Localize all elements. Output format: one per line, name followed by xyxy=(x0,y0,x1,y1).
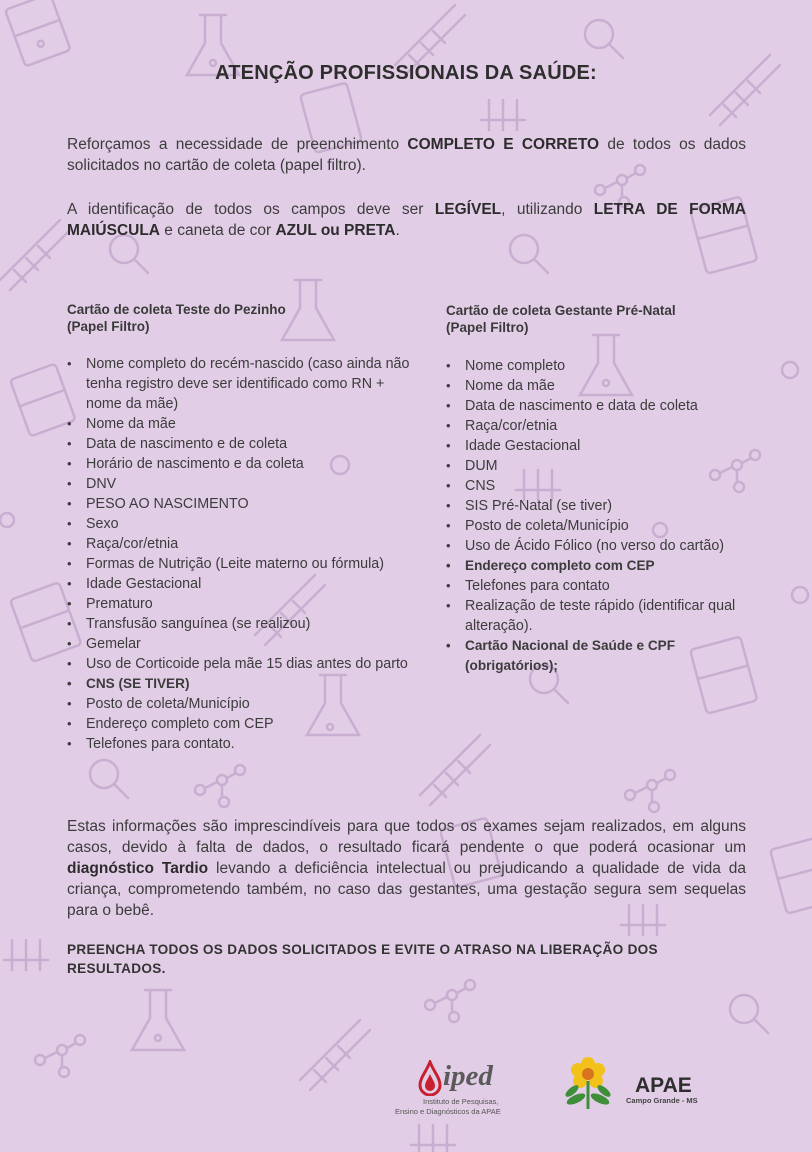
left-column-heading xyxy=(67,301,327,335)
list-item: • Horário de nascimento e da coleta xyxy=(67,454,412,474)
molecule-icon xyxy=(195,765,245,807)
dna-icon xyxy=(0,220,70,290)
list-item: • Idade Gestacional xyxy=(446,436,746,456)
molecule-icon xyxy=(425,980,475,1022)
list-item: • DNV xyxy=(67,474,412,494)
list-item: • Formas de Nutrição (Leite materno ou fórmula) xyxy=(67,554,412,574)
list-item: • Nome completo do recém-nascido (caso ainda não tenha registro deve ser identificado como RN + nome da mãe) xyxy=(67,354,412,414)
list-item: • DUM xyxy=(446,456,746,476)
list-item: • Idade Gestacional xyxy=(67,574,412,594)
list-item: • Nome da mãe xyxy=(446,376,746,396)
list-item: • Realização de teste rápido (identificar qual alteração). xyxy=(446,596,746,636)
dna-icon xyxy=(420,735,490,805)
test-tubes-icon xyxy=(411,1125,455,1152)
list-item: • Prematuro xyxy=(67,594,412,614)
intro-paragraph-complete-data: Reforçamos a necessidade de preenchimento COMPLETO E CORRETO de todos os dados solicitados no cartão de coleta (papel filtro). xyxy=(67,136,746,174)
right-column-list xyxy=(446,356,746,676)
right-column-title: Cartão de coleta Gestante Pré-Natal xyxy=(446,303,676,318)
list-item: • Endereço completo com CEP xyxy=(446,556,746,576)
list-item: • Nome da mãe xyxy=(67,414,412,434)
list-item: • Sexo xyxy=(67,514,412,534)
magnifier-icon xyxy=(90,760,128,798)
molecule-icon xyxy=(625,770,675,812)
list-item: • CNS xyxy=(446,476,746,496)
list-item: • Cartão Nacional de Saúde e CPF (obrigatórios); xyxy=(446,636,746,676)
apae-city: Campo Grande - MS xyxy=(626,1096,698,1105)
magnifier-icon xyxy=(585,20,623,58)
dna-icon xyxy=(300,1020,370,1090)
list-item: • Gemelar xyxy=(67,634,412,654)
list-item: • Uso de Corticoide pela mãe 15 dias antes do parto xyxy=(67,654,412,674)
iped-drop-icon xyxy=(417,1060,443,1096)
emphasis-letra-forma: LETRA DE FORMA MAIÚSCULA xyxy=(67,201,746,239)
list-item: • Raça/cor/etnia xyxy=(67,534,412,554)
emphasis-legivel: LEGÍVEL xyxy=(434,201,502,218)
left-column-title: Cartão de coleta Teste do Pezinho xyxy=(67,302,286,317)
beaker-icon xyxy=(10,364,76,437)
test-tubes-icon xyxy=(481,100,525,130)
iped-tagline-1: Instituto de Pesquisas, xyxy=(423,1097,499,1106)
emphasis-diagnostico-tardio: diagnóstico Tardio xyxy=(67,860,209,877)
beaker-icon xyxy=(5,0,71,66)
right-column-heading xyxy=(446,302,746,336)
emphasis-complete-correct: COMPLETO E CORRETO xyxy=(407,136,600,153)
list-item: • Endereço completo com CEP xyxy=(67,714,412,734)
list-item: • Raça/cor/etnia xyxy=(446,416,746,436)
list-item: • Uso de Ácido Fólico (no verso do cartão) xyxy=(446,536,746,556)
apae-flower-icon xyxy=(560,1055,616,1113)
left-column-subtitle: (Papel Filtro) xyxy=(67,319,150,334)
right-column-subtitle: (Papel Filtro) xyxy=(446,320,529,335)
test-tubes-icon xyxy=(4,940,48,970)
warning-callout: PREENCHA TODOS OS DADOS SOLICITADOS E EVITE O ATRASO NA LIBERAÇÃO DOS RESULTADOS. xyxy=(67,942,658,976)
apae-logo xyxy=(560,1055,720,1115)
list-item: • Transfusão sanguínea (se realizou) xyxy=(67,614,412,634)
list-item: • Data de nascimento e de coleta xyxy=(67,434,412,454)
list-item: • Telefones para contato. xyxy=(67,734,412,754)
page-title: ATENÇÃO PROFISSIONAIS DA SAÚDE: xyxy=(215,62,597,84)
closing-paragraph: Estas informações são imprescindíveis para que todos os exames sejam realizados, em alguns casos, devido à falta de dados, o resultado ficará pendente o que poderá ocasionar um diagnóstico Tardio levando a deficiência intelectual ou prejudicando a qualidade de vida da criança, comprometendo também, no caso das gestantes, uma gestação segura sem sequelas para o bebê. xyxy=(67,818,747,919)
list-item: • Posto de coleta/Município xyxy=(446,516,746,536)
list-item: • SIS Pré-Natal (se tiver) xyxy=(446,496,746,516)
molecule-icon xyxy=(35,1035,85,1077)
list-item: • Data de nascimento e data de coleta xyxy=(446,396,746,416)
flask-icon xyxy=(132,990,184,1050)
iped-wordmark: iped xyxy=(443,1060,493,1092)
intro-paragraph-legibility: A identificação de todos os campos deve ser LEGÍVEL, utilizando LETRA DE FORMA MAIÚSCULA e caneta de cor AZUL ou PRETA. xyxy=(67,201,746,239)
list-item: • CNS (SE TIVER) xyxy=(67,674,412,694)
iped-logo xyxy=(395,1058,525,1118)
list-item: • Telefones para contato xyxy=(446,576,746,596)
left-column-list xyxy=(67,354,412,754)
magnifier-icon xyxy=(730,995,768,1033)
apae-wordmark: APAE xyxy=(635,1074,692,1097)
list-item: • Posto de coleta/Município xyxy=(67,694,412,714)
list-item: • Nome completo xyxy=(446,356,746,376)
list-item: • PESO AO NASCIMENTO xyxy=(67,494,412,514)
emphasis-pen-color: AZUL ou PRETA xyxy=(275,222,396,239)
beaker-icon xyxy=(770,837,812,914)
iped-tagline-2: Ensino e Diagnósticos da APAE xyxy=(395,1107,501,1116)
